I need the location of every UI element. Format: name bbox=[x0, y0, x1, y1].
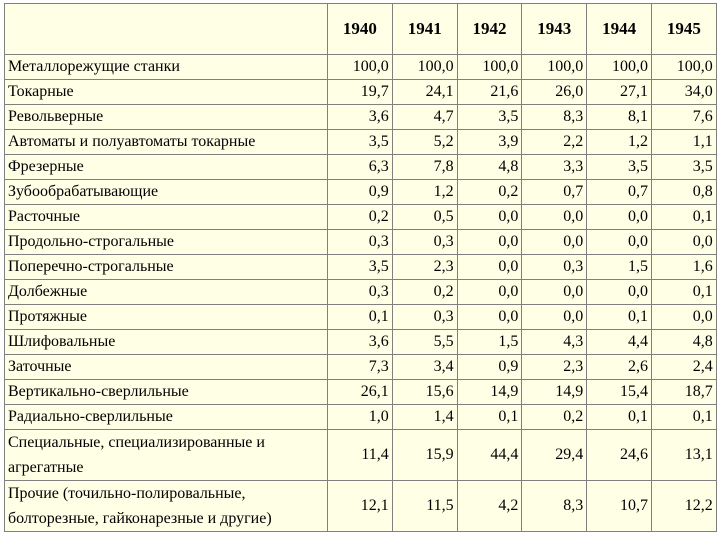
value-cell: 0,1 bbox=[651, 405, 716, 430]
table-row bbox=[5, 230, 717, 255]
value-cell: 21,6 bbox=[457, 80, 522, 105]
value-cell: 8,1 bbox=[587, 105, 652, 130]
row-label: Продольно-строгальные bbox=[5, 230, 328, 255]
value-cell: 3,9 bbox=[457, 130, 522, 155]
value-cell: 0,0 bbox=[457, 230, 522, 255]
table-row bbox=[5, 255, 717, 280]
value-cell: 1,2 bbox=[392, 180, 457, 205]
value-cell: 2,3 bbox=[392, 255, 457, 280]
table-row bbox=[5, 405, 717, 430]
value-cell: 0,0 bbox=[587, 280, 652, 305]
value-cell: 4,2 bbox=[457, 481, 522, 532]
header-row bbox=[5, 4, 717, 55]
table-row bbox=[5, 280, 717, 305]
value-cell: 0,7 bbox=[587, 180, 652, 205]
value-cell: 1,6 bbox=[651, 255, 716, 280]
value-cell: 12,1 bbox=[328, 481, 393, 532]
table-row bbox=[5, 430, 717, 481]
value-cell: 0,3 bbox=[392, 305, 457, 330]
value-cell: 15,6 bbox=[392, 380, 457, 405]
value-cell: 0,0 bbox=[522, 230, 587, 255]
value-cell: 34,0 bbox=[651, 80, 716, 105]
row-label: Токарные bbox=[5, 80, 328, 105]
value-cell: 7,3 bbox=[328, 355, 393, 380]
value-cell: 0,2 bbox=[392, 280, 457, 305]
table-row bbox=[5, 105, 717, 130]
value-cell: 0,1 bbox=[328, 305, 393, 330]
value-cell: 0,9 bbox=[457, 355, 522, 380]
row-label: Шлифовальные bbox=[5, 330, 328, 355]
row-label: Заточные bbox=[5, 355, 328, 380]
table-row bbox=[5, 330, 717, 355]
value-cell: 0,0 bbox=[522, 205, 587, 230]
value-cell: 4,7 bbox=[392, 105, 457, 130]
value-cell: 3,4 bbox=[392, 355, 457, 380]
value-cell: 3,3 bbox=[522, 155, 587, 180]
value-cell: 2,6 bbox=[587, 355, 652, 380]
table-body bbox=[5, 55, 717, 532]
row-label: Зубообрабатывающие bbox=[5, 180, 328, 205]
row-label: Металлорежущие станки bbox=[5, 55, 328, 80]
table-row bbox=[5, 481, 717, 532]
value-cell: 4,3 bbox=[522, 330, 587, 355]
value-cell: 100,0 bbox=[587, 55, 652, 80]
value-cell: 0,5 bbox=[392, 205, 457, 230]
value-cell: 0,0 bbox=[651, 305, 716, 330]
value-cell: 3,6 bbox=[328, 330, 393, 355]
value-cell: 0,1 bbox=[651, 205, 716, 230]
value-cell: 100,0 bbox=[457, 55, 522, 80]
row-label: Прочие (точильно-полировальные, болторезные, гайконарезные и другие) bbox=[5, 481, 328, 532]
value-cell: 29,4 bbox=[522, 430, 587, 481]
value-cell: 8,3 bbox=[522, 481, 587, 532]
value-cell: 1,1 bbox=[651, 130, 716, 155]
value-cell: 100,0 bbox=[522, 55, 587, 80]
row-label: Специальные, специализированные и агрегатные bbox=[5, 430, 328, 481]
value-cell: 100,0 bbox=[392, 55, 457, 80]
row-label: Вертикально-сверлильные bbox=[5, 380, 328, 405]
row-label: Расточные bbox=[5, 205, 328, 230]
value-cell: 0,3 bbox=[392, 230, 457, 255]
value-cell: 7,6 bbox=[651, 105, 716, 130]
value-cell: 3,6 bbox=[328, 105, 393, 130]
value-cell: 100,0 bbox=[651, 55, 716, 80]
value-cell: 26,1 bbox=[328, 380, 393, 405]
value-cell: 7,8 bbox=[392, 155, 457, 180]
value-cell: 0,1 bbox=[457, 405, 522, 430]
row-label: Фрезерные bbox=[5, 155, 328, 180]
value-cell: 0,1 bbox=[587, 405, 652, 430]
table-row bbox=[5, 380, 717, 405]
value-cell: 0,0 bbox=[457, 280, 522, 305]
value-cell: 0,0 bbox=[522, 305, 587, 330]
value-cell: 0,3 bbox=[328, 280, 393, 305]
value-cell: 10,7 bbox=[587, 481, 652, 532]
value-cell: 1,4 bbox=[392, 405, 457, 430]
value-cell: 3,5 bbox=[587, 155, 652, 180]
row-label: Радиально-сверлильные bbox=[5, 405, 328, 430]
value-cell: 1,5 bbox=[587, 255, 652, 280]
value-cell: 3,5 bbox=[328, 255, 393, 280]
corner-cell bbox=[5, 4, 328, 55]
value-cell: 15,9 bbox=[392, 430, 457, 481]
value-cell: 1,2 bbox=[587, 130, 652, 155]
table-row bbox=[5, 355, 717, 380]
value-cell: 0,3 bbox=[522, 255, 587, 280]
value-cell: 19,7 bbox=[328, 80, 393, 105]
value-cell: 13,1 bbox=[651, 430, 716, 481]
machine-tools-table bbox=[4, 3, 717, 532]
table-row bbox=[5, 205, 717, 230]
value-cell: 100,0 bbox=[328, 55, 393, 80]
value-cell: 0,8 bbox=[651, 180, 716, 205]
table-row bbox=[5, 55, 717, 80]
value-cell: 4,8 bbox=[457, 155, 522, 180]
value-cell: 3,5 bbox=[651, 155, 716, 180]
value-cell: 0,2 bbox=[328, 205, 393, 230]
table-row bbox=[5, 305, 717, 330]
year-header: 1941 bbox=[392, 4, 457, 55]
row-label: Поперечно-строгальные bbox=[5, 255, 328, 280]
year-header: 1940 bbox=[328, 4, 393, 55]
value-cell: 0,0 bbox=[457, 255, 522, 280]
value-cell: 0,0 bbox=[522, 280, 587, 305]
value-cell: 27,1 bbox=[587, 80, 652, 105]
value-cell: 3,5 bbox=[457, 105, 522, 130]
value-cell: 3,5 bbox=[328, 130, 393, 155]
year-header: 1944 bbox=[587, 4, 652, 55]
value-cell: 15,4 bbox=[587, 380, 652, 405]
table-row bbox=[5, 80, 717, 105]
value-cell: 4,8 bbox=[651, 330, 716, 355]
year-header: 1943 bbox=[522, 4, 587, 55]
value-cell: 8,3 bbox=[522, 105, 587, 130]
row-label: Автоматы и полуавтоматы токарные bbox=[5, 130, 328, 155]
year-header: 1942 bbox=[457, 4, 522, 55]
value-cell: 2,4 bbox=[651, 355, 716, 380]
value-cell: 1,0 bbox=[328, 405, 393, 430]
value-cell: 26,0 bbox=[522, 80, 587, 105]
value-cell: 5,2 bbox=[392, 130, 457, 155]
value-cell: 11,4 bbox=[328, 430, 393, 481]
row-label: Револьверные bbox=[5, 105, 328, 130]
value-cell: 2,2 bbox=[522, 130, 587, 155]
value-cell: 0,0 bbox=[587, 230, 652, 255]
value-cell: 2,3 bbox=[522, 355, 587, 380]
row-label: Долбежные bbox=[5, 280, 328, 305]
value-cell: 24,1 bbox=[392, 80, 457, 105]
value-cell: 4,4 bbox=[587, 330, 652, 355]
value-cell: 0,0 bbox=[457, 305, 522, 330]
value-cell: 6,3 bbox=[328, 155, 393, 180]
value-cell: 0,7 bbox=[522, 180, 587, 205]
value-cell: 0,3 bbox=[328, 230, 393, 255]
value-cell: 24,6 bbox=[587, 430, 652, 481]
value-cell: 14,9 bbox=[522, 380, 587, 405]
table-row bbox=[5, 155, 717, 180]
row-label: Протяжные bbox=[5, 305, 328, 330]
value-cell: 18,7 bbox=[651, 380, 716, 405]
value-cell: 0,9 bbox=[328, 180, 393, 205]
table-row bbox=[5, 180, 717, 205]
value-cell: 0,1 bbox=[651, 280, 716, 305]
value-cell: 14,9 bbox=[457, 380, 522, 405]
value-cell: 0,0 bbox=[587, 205, 652, 230]
value-cell: 0,0 bbox=[651, 230, 716, 255]
value-cell: 11,5 bbox=[392, 481, 457, 532]
value-cell: 44,4 bbox=[457, 430, 522, 481]
value-cell: 0,2 bbox=[522, 405, 587, 430]
value-cell: 1,5 bbox=[457, 330, 522, 355]
year-header: 1945 bbox=[651, 4, 716, 55]
value-cell: 0,2 bbox=[457, 180, 522, 205]
value-cell: 0,0 bbox=[457, 205, 522, 230]
value-cell: 12,2 bbox=[651, 481, 716, 532]
value-cell: 5,5 bbox=[392, 330, 457, 355]
value-cell: 0,1 bbox=[587, 305, 652, 330]
table-row bbox=[5, 130, 717, 155]
